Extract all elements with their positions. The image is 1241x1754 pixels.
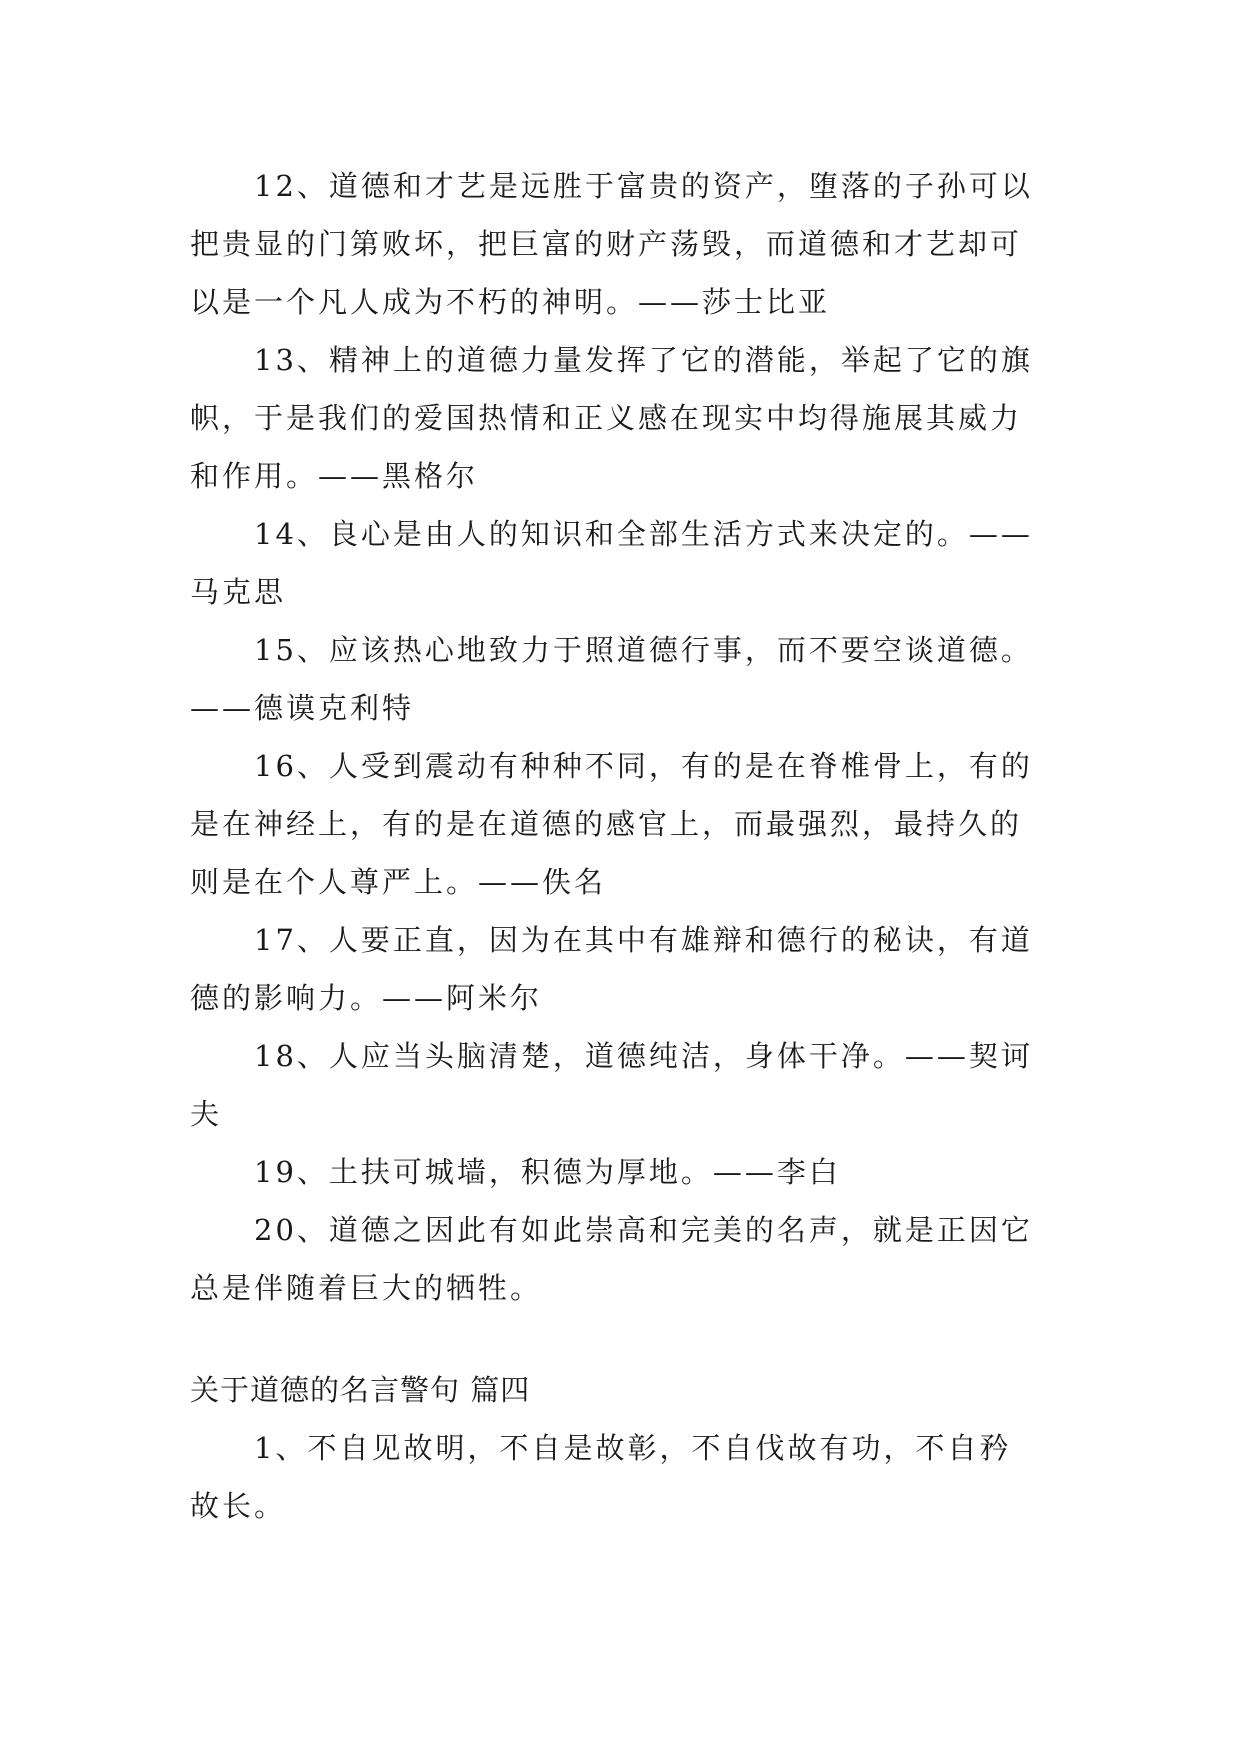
quote-17-line-2: 德的影响力。——阿米尔 bbox=[190, 981, 543, 1015]
quote-13-line-1: 13、精神上的道德力量发挥了它的潜能，举起了它的旗 bbox=[254, 343, 1033, 377]
section-quote-1-line-1: 1、不自见故明，不自是故彰，不自伐故有功，不自矜 bbox=[254, 1431, 1012, 1465]
quote-18-line-2: 夫 bbox=[190, 1097, 223, 1131]
quote-18-line-1: 18、人应当头脑清楚，道德纯洁，身体干净。——契诃 bbox=[254, 1039, 1033, 1073]
quote-14-line-2: 马克思 bbox=[190, 575, 287, 609]
quote-13-line-3: 和作用。——黑格尔 bbox=[190, 459, 479, 493]
section-quote-1-line-2: 故长。 bbox=[190, 1489, 287, 1523]
quote-16-line-1: 16、人受到震动有种种不同，有的是在脊椎骨上，有的 bbox=[254, 749, 1033, 783]
quote-15-line-1: 15、应该热心地致力于照道德行事，而不要空谈道德。 bbox=[254, 633, 1033, 667]
quote-15-line-2: ——德谟克利特 bbox=[190, 691, 415, 725]
quote-12-line-3: 以是一个凡人成为不朽的神明。——莎士比亚 bbox=[190, 285, 831, 319]
quote-17-line-1: 17、人要正直，因为在其中有雄辩和德行的秘诀，有道 bbox=[254, 923, 1033, 957]
quote-13-line-2: 帜，于是我们的爱国热情和正义感在现实中均得施展其威力 bbox=[190, 401, 1023, 435]
quote-12-line-1: 12、道德和才艺是远胜于富贵的资产，堕落的子孙可以 bbox=[254, 169, 1033, 203]
quote-14-line-1: 14、良心是由人的知识和全部生活方式来决定的。—— bbox=[254, 517, 1033, 551]
quote-12-line-2: 把贵显的门第败坏，把巨富的财产荡毁，而道德和才艺却可 bbox=[190, 227, 1023, 261]
section-heading: 关于道德的名言警句 篇四 bbox=[190, 1373, 531, 1407]
quote-16-line-2: 是在神经上，有的是在道德的感官上，而最强烈，最持久的 bbox=[190, 807, 1023, 841]
quote-20-line-2: 总是伴随着巨大的牺牲。 bbox=[190, 1271, 543, 1305]
quote-20-line-1: 20、道德之因此有如此崇高和完美的名声，就是正因它 bbox=[254, 1213, 1033, 1247]
quote-16-line-3: 则是在个人尊严上。——佚名 bbox=[190, 865, 607, 899]
quote-19-line-1: 19、土扶可城墙，积德为厚地。——李白 bbox=[254, 1155, 841, 1189]
